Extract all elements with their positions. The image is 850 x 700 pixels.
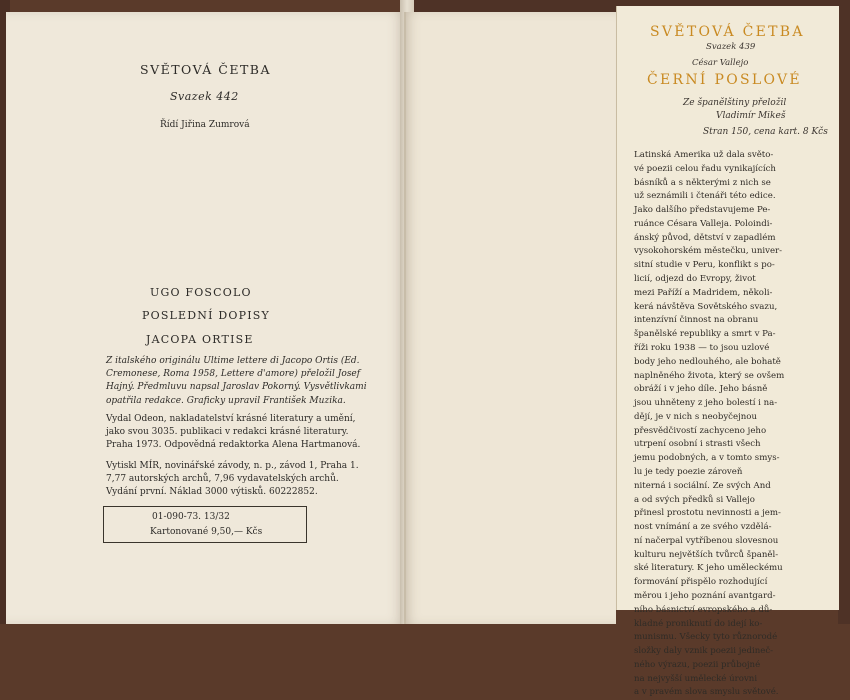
blurb-line: říži roku 1938 — to jsou uzlové — [634, 342, 770, 353]
publisher-line: Praha 1973. Odpovědná redaktorka Alena Hartmanová. — [106, 440, 361, 451]
volume-number: Svazek 442 — [170, 90, 239, 103]
blurb-line: lu je tedy poezie zároveň — [634, 466, 743, 477]
blurb-line: a v pravém slova smyslu světové. — [634, 687, 779, 698]
blurb-line: sitní studie v Peru, konflikt s po- — [634, 260, 775, 271]
translation-credits — [106, 355, 376, 408]
flap-book-title: ČERNÍ POSLOVÉ — [647, 72, 802, 88]
blurb-line: básníků a s některými z nich se — [634, 177, 771, 188]
blurb-line: body jeho nedlouhého, ale bohatě — [634, 356, 781, 367]
cover-edge-right — [838, 0, 850, 624]
flap-blurb — [634, 149, 832, 700]
blurb-line: formování přispělo rozhodující — [634, 577, 768, 588]
blurb-line: naplněného života, který se ovšem — [634, 370, 785, 381]
catalog-code: 01-090-73. 13/32 — [152, 512, 230, 522]
publisher-line: Vydal Odeon, nakladatelství krásné literatury a umění, — [106, 414, 356, 424]
blurb-line: přesvědčivostí zachyceno jeho — [634, 425, 767, 436]
blank-page — [404, 12, 616, 624]
printing-line: 7,77 autorských archů, 7,96 vydavatelských archů. — [106, 474, 339, 485]
blurb-line: jsou uhněteny z jeho bolestí i na- — [634, 398, 778, 409]
translation-line: Hajný. Předmluvu napsal Jaroslav Pokorný. Vysvětlivkami — [106, 382, 367, 393]
flap-pages-price: Stran 150, cena kart. 8 Kčs — [703, 127, 828, 137]
flap-volume-number: Svazek 439 — [706, 42, 756, 52]
blurb-line: dějí, je v nich s neobyčejnou — [634, 411, 757, 422]
blurb-line: kerá návštěva Sovětského svazu, — [634, 301, 778, 312]
page-fold — [404, 12, 406, 624]
printing-info — [106, 460, 376, 500]
blurb-line: mezi Paříží a Madridem, několi- — [634, 287, 773, 298]
blurb-line: měrou i jeho poznání avantgard- — [634, 591, 776, 601]
blurb-line: a od svých předků si Vallejo — [634, 494, 755, 505]
blurb-line: Jako dalšího představujeme Pe- — [634, 205, 771, 216]
book-author: UGO FOSCOLO — [150, 286, 252, 299]
blurb-line: utrpení osobní i strasti všech — [634, 439, 761, 450]
blurb-line: španělské republiky a smrt v Pa- — [634, 329, 776, 340]
blurb-line: vysokohorském městečku, univer- — [634, 246, 783, 257]
blurb-line: už seznámili i čtenáři této edice. — [634, 191, 776, 202]
blurb-line: intenzívní činnost na obranu — [634, 315, 759, 326]
blurb-line: licií, odjezd do Evropy, život — [634, 274, 756, 285]
blurb-line: ské literatury. K jeho uměleckému — [634, 563, 783, 574]
flap-translator-line-2: Vladimír Mikeš — [716, 111, 786, 121]
translation-line: Cremonese, Roma 1958, Lettere d'amore) přeložil Josef — [106, 369, 361, 380]
publisher-line: jako svou 3035. publikaci v redakci krásné literatury. — [106, 427, 349, 438]
price-label: Kartonované 9,50,— Kčs — [150, 527, 263, 537]
blurb-line: složky daly vznik poezii jedineč- — [634, 646, 774, 657]
book-title-line-2: JACOPA ORTISE — [146, 333, 254, 346]
blurb-line: niterná i sociální. Ze svých And — [634, 480, 771, 491]
blurb-line: nost vnímání a ze svého vzdělá- — [634, 522, 772, 533]
flap-series-name: SVĚTOVÁ ČETBA — [650, 24, 805, 40]
blurb-line: kulturu největších tvůrců španěl- — [634, 549, 779, 560]
blurb-line: ruánce Césara Valleja. Poloindi- — [634, 218, 773, 229]
blurb-line: vé poezii celou řadu vynikajících — [634, 163, 776, 174]
flap-translator-line-1: Ze španělštiny přeložil — [683, 98, 787, 108]
blurb-line: ného výrazu, poezii průbojné — [634, 659, 761, 670]
flap-author: César Vallejo — [692, 58, 749, 68]
publisher-info — [106, 413, 376, 453]
blurb-line: kladné proniknutí do idejí ko- — [634, 618, 763, 629]
series-name: SVĚTOVÁ ČETBA — [140, 62, 271, 77]
blurb-line: jemu podobných, a v tomto smys- — [634, 453, 780, 464]
printing-line: Vydání první. Náklad 3000 výtisků. 60222852. — [106, 487, 318, 498]
blurb-line: přinesl prostotu nevinnosti a jem- — [634, 508, 781, 519]
blurb-line: obráží i v jeho díle. Jeho básně — [634, 384, 768, 395]
blurb-line: na nejvyšší umělecké úrovni — [634, 673, 758, 684]
translation-line: Z italského originálu Ultime lettere di Jacopo Ortis (Ed. — [106, 356, 360, 366]
printing-line: Vytiskl MÍR, novinářské závody, n. p., závod 1, Praha 1. — [106, 461, 359, 471]
blurb-line: ní načerpal vytříbenou slovesnou — [634, 535, 779, 546]
blurb-line: Latinská Amerika už dala světo- — [634, 150, 774, 160]
series-editor: Řídí Jiřina Zumrová — [160, 120, 250, 130]
translation-line: opatřila redakce. Graficky upravil František Muzika. — [106, 395, 346, 406]
blurb-line: ního básnictví evropského a dů- — [634, 604, 773, 615]
blurb-line: ánský původ, dětství v zapadlém — [634, 232, 776, 243]
blurb-line: munismu. Všecky tyto různorodé — [634, 632, 778, 643]
book-title-line-1: POSLEDNÍ DOPISY — [142, 309, 270, 322]
